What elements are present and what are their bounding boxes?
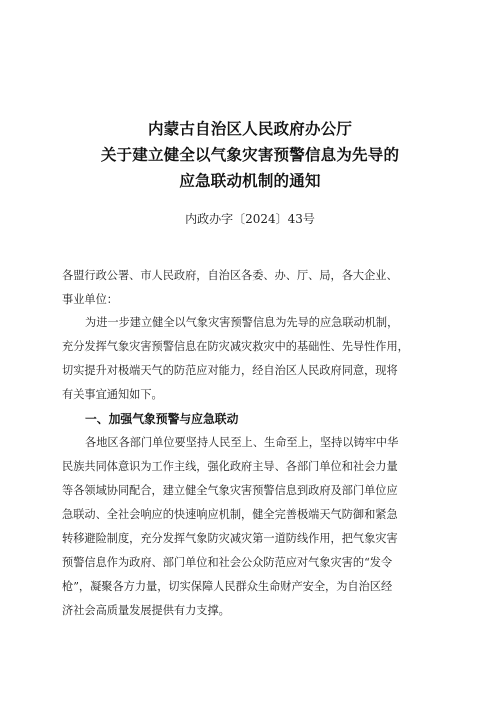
section-line: 民族共同体意识为工作主线，强化政府主导、各部门单位和社会力量 (62, 460, 398, 473)
section-heading: 一、加强气象预警与应急联动 (85, 412, 239, 426)
intro-line: 切实提升对极端天气的防范应对能力，经自治区人民政府同意，现将 (62, 364, 398, 377)
title-line-1: 内蒙古自治区人民政府办公厅 (147, 120, 353, 138)
section-line: 转移避险制度，充分发挥气象防灾减灾第一道防线作用，把气象灾害 (62, 532, 398, 545)
section-line: 枪”，凝聚各方力量，切实保障人民群众生命财产安全，为自治区经 (62, 580, 393, 593)
intro-line: 充分发挥气象灾害预警信息在防灾减灾救灾中的基础性、先导性作用， (62, 340, 409, 353)
section-line: 预警信息作为政府、部门单位和社会公众防范应对气象灾害的“发令 (62, 556, 393, 569)
title-line-3: 应急联动机制的通知 (179, 172, 321, 190)
section-heading-block (62, 407, 458, 431)
intro-paragraph (62, 311, 458, 407)
section-paragraph (62, 431, 458, 623)
intro-line: 有关事宜通知如下。 (62, 388, 163, 401)
recipient-line: 各盟行政公署、市人民政府，自治区各委、办、厅、局，各大企业、 (62, 269, 398, 282)
recipient-block (62, 264, 458, 312)
section-line: 各地区各部门单位要坚持人民至上、生命至上，坚持以铸牢中华 (85, 436, 399, 449)
section-line: 急联动、全社会响应的快速响应机制，健全完善极端天气防御和紧急 (62, 508, 398, 521)
section-line: 等各领域协同配合，建立健全气象灾害预警信息到政府及部门单位应 (62, 484, 398, 497)
title-line-2: 关于建立健全以气象灾害预警信息为先导的 (100, 146, 400, 164)
section-line: 济社会高质量发展提供有力支撑。 (62, 604, 230, 617)
intro-line: 为进一步建立健全以气象灾害预警信息为先导的应急联动机制， (85, 316, 399, 329)
document-number: 内政办字〔2024〕43号 (185, 212, 315, 226)
recipient-line: 事业单位： (62, 293, 118, 306)
